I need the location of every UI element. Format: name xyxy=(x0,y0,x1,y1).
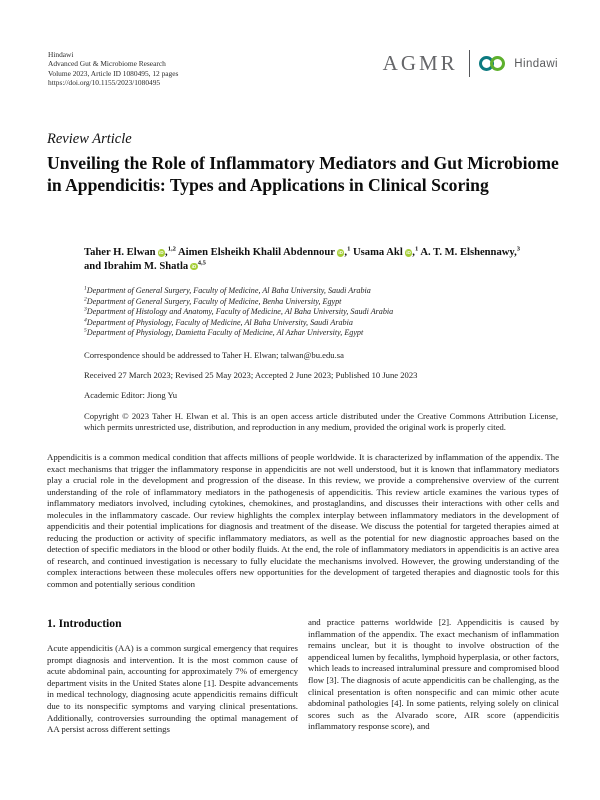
masthead xyxy=(48,50,178,88)
doi-link[interactable]: https://doi.org/10.1155/2023/1080495 xyxy=(48,78,161,88)
author: Usama Akl iD,$^1$ xyxy=(353,245,419,258)
affiliation-list xyxy=(84,286,544,339)
article-title: Unveiling the Role of Inflammatory Mediators and Gut Microbiome in Appendicitis: Types and Applications in Clinical Scoring xyxy=(47,153,559,195)
section-heading-introduction: 1. Introduction xyxy=(47,617,122,630)
volume-line: Volume 2023, Article ID 1080495, 12 pages xyxy=(48,68,179,78)
intro-column-left: Acute appendicitis (AA) is a common surgical emergency that requires prompt diagnosis and intervention. It is the most common cause of acute abdominal pain, accounting for approximately 7% of emergency department visits in the United States alone [1]. Despite advancements in medical technology, diagnosing acute appendicitis remains difficult due to its nonspecific symptoms and varying clinical presentations. Additionally, controversies surrounding the optimal management of AA persist across different settings xyxy=(47,643,298,735)
author: and Ibrahim M. Shatla iD$^{4,5}$ xyxy=(84,259,206,272)
green-ring-icon xyxy=(490,56,505,71)
author: Aimen Elsheikh Khalil Abdennour iD,$^1$ xyxy=(178,245,351,258)
copyright-notice: Copyright © 2023 Taher H. Elwan et al. This is an open access article distributed under the Creative Commons Attribution License, which permits unrestricted use, distribution, and reproduction in any medium, provided the original work is properly cited. xyxy=(84,411,558,432)
author-affiliation-ref: 3 xyxy=(516,245,521,253)
correspondence-text: Correspondence should be addressed to Taher H. Elwan; xyxy=(84,350,281,360)
orcid-icon[interactable]: iD xyxy=(158,250,164,255)
hindawi-rings-icon xyxy=(479,53,510,75)
author-affiliation-ref: 1 xyxy=(414,245,419,253)
author-affiliation-ref: 4,5 xyxy=(197,259,206,267)
journal-logo xyxy=(383,50,558,77)
abstract-text: Appendicitis is a common medical condition that affects millions of people worldwide. It is characterized by inflammation of the appendix. The exact mechanisms that trigger the inflammatory response in appendicitis are not well understood, but it is known that inflammatory mediators play a crucial role in the development and progression of the disease. In this review, we provide a comprehensive overview of the current understanding of the role of inflammatory mediators in the pathogenesis of appendicitis. This review article examines the various types of inflammatory mediators involved, including cytokines, chemokines, and prostaglandins, and discusses their interactions with other cells and molecules in the inflammatory cascade. Our review highlights the complex interplay between inflammatory mediators in the development of appendicitis and their potential implications for diagnosis and treatment of the disease. We discuss the potential for targeted therapies aimed at reducing the production or activity of specific inflammatory mediators, as well as the potential for new diagnostic approaches based on the detection of specific mediators in the blood or other bodily fluids. At the end, the role of inflammatory mediators in appendicitis is an active area of research, and continued investigation is necessary to fully elucidate the mechanisms involved. However, the growing understanding of the complex interactions between these molecules offers new opportunities for the development of targeted therapies and diagnostic tools for this common and potentially serious condition xyxy=(47,452,559,589)
journal-name: Advanced Gut & Microbiome Research xyxy=(48,59,166,69)
academic-editor-line: Academic Editor: Jiong Yu xyxy=(84,390,177,400)
affiliation: $^5$Department of Physiology, Damietta Faculty of Medicine, Al Azhar University, Egypt xyxy=(84,327,364,338)
author-affiliation-ref: 1,2 xyxy=(167,245,176,253)
orcid-icon[interactable]: iD xyxy=(338,250,343,255)
logo-divider xyxy=(469,50,471,77)
article-kind: Review Article xyxy=(47,131,132,147)
hindawi-brand: Hindawi xyxy=(514,57,558,70)
affiliation: $^4$Department of Physiology, Faculty of Medicine, Al Baha University, Saudi Arabia xyxy=(84,317,353,327)
orcid-icon[interactable]: iD xyxy=(406,250,411,255)
intro-column-right: and practice patterns worldwide [2]. Appendicitis is caused by inflammation of the appendix. The exact mechanism of inflammation remains unclear, but it is thought to involve obstruction of the appendiceal lumen by fecaliths, lymphoid hyperplasia, or other factors, which leads to increased intraluminal pressure and compromised blood flow [3]. The diagnosis of acute appendicitis can be challenging, as the clinical presentation is often nonspecific and can mimic other acute abdominal pathologies [4]. In some patients, relying solely on clinical scores such as the Alvarado score, AIR score (appendicitis inflammatory response score), and xyxy=(308,617,559,732)
author: A. T. M. Elshennawy,$^3$ xyxy=(420,245,521,258)
author: Taher H. Elwan iD,$^{1,2}$ xyxy=(84,245,176,258)
affiliation: $^3$Department of Histology and Anatomy, Faculty of Medicine, Al Baha University, Saudi Arabia xyxy=(84,306,394,317)
publisher-name: Hindawi xyxy=(48,50,74,59)
correspondence-line xyxy=(84,350,558,360)
affiliation: $^2$Department of General Surgery, Faculty of Medicine, Benha University, Egypt xyxy=(84,295,342,306)
author-list xyxy=(84,246,534,273)
orcid-icon[interactable]: iD xyxy=(191,263,197,269)
journal-abbr: AGMR xyxy=(382,51,458,75)
affiliation: $^1$Department of General Surgery, Faculty of Medicine, Al Baha University, Saudi Arabia xyxy=(84,285,371,295)
email-link[interactable]: talwan@bu.edu.sa xyxy=(280,350,344,360)
history-line: Received 27 March 2023; Revised 25 May 2023; Accepted 2 June 2023; Published 10 June 2023 xyxy=(84,370,418,380)
author-affiliation-ref: 1 xyxy=(347,245,351,253)
